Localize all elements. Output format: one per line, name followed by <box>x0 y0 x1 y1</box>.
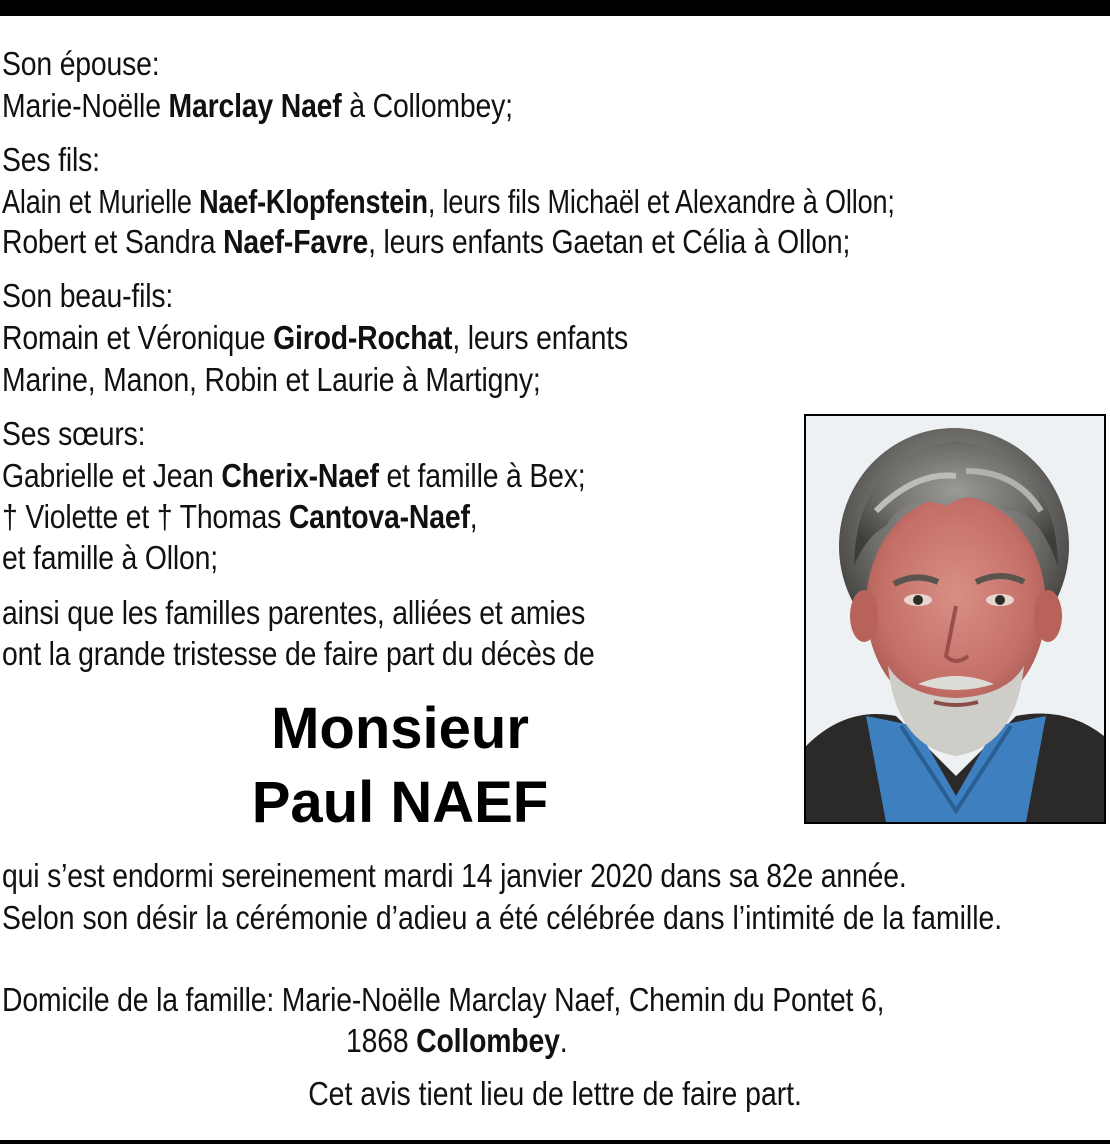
son-in-law-heading: Son beau-fils: <box>2 277 174 314</box>
sons-line-1: Alain et Murielle Naef-Klopfenstein, leurs fils Michaël et Alexandre à Ollon; <box>2 183 895 220</box>
son-in-law-line-2: Marine, Manon, Robin et Laurie à Martigny; <box>2 361 541 398</box>
ceremony-paragraph: Selon son désir la cérémonie d’adieu a été célébrée dans l’intimité de la famille. <box>2 899 1003 936</box>
deceased-title: Monsieur <box>271 696 529 761</box>
deceased-name: Paul NAEF <box>251 770 549 835</box>
domicile-town-line: 1868 Collombey. <box>346 1022 568 1059</box>
portrait-photo <box>804 414 1106 824</box>
spouse-line: Marie-Noëlle Marclay Naef à Collombey; <box>2 87 513 124</box>
sons-heading: Ses fils: <box>2 141 100 178</box>
sons-line-2: Robert et Sandra Naef-Favre, leurs enfants Gaetan et Célia à Ollon; <box>2 223 851 260</box>
details-line-1: qui s’est endormi sereinement mardi 14 janvier 2020 dans sa 82e année. <box>2 857 907 894</box>
domicile-address: Marie-Noëlle Marclay Naef, Chemin du Pontet 6, <box>281 981 885 1018</box>
sisters-heading: Ses sœurs: <box>2 415 146 452</box>
spouse-heading: Son épouse: <box>2 45 160 82</box>
closing-line: Cet avis tient lieu de lettre de faire part. <box>308 1075 802 1112</box>
son-in-law-line-1: Romain et Véronique Girod-Rochat, leurs enfants <box>2 319 629 356</box>
bottom-rule <box>0 1140 1110 1144</box>
domicile-line <box>2 980 884 1020</box>
domicile-label: Domicile de la famille: <box>2 981 282 1018</box>
announcement-line-2: ont la grande tristesse de faire part du décès de <box>2 635 595 672</box>
sisters-line-1: Gabrielle et Jean Cherix-Naef et famille à Bex; <box>2 457 586 494</box>
sisters-line-2: † Violette et † Thomas Cantova-Naef, <box>2 498 478 535</box>
sisters-line-3: et famille à Ollon; <box>2 539 218 576</box>
top-rule <box>0 0 1110 16</box>
announcement-line-1: ainsi que les familles parentes, alliées et amies <box>2 594 586 631</box>
